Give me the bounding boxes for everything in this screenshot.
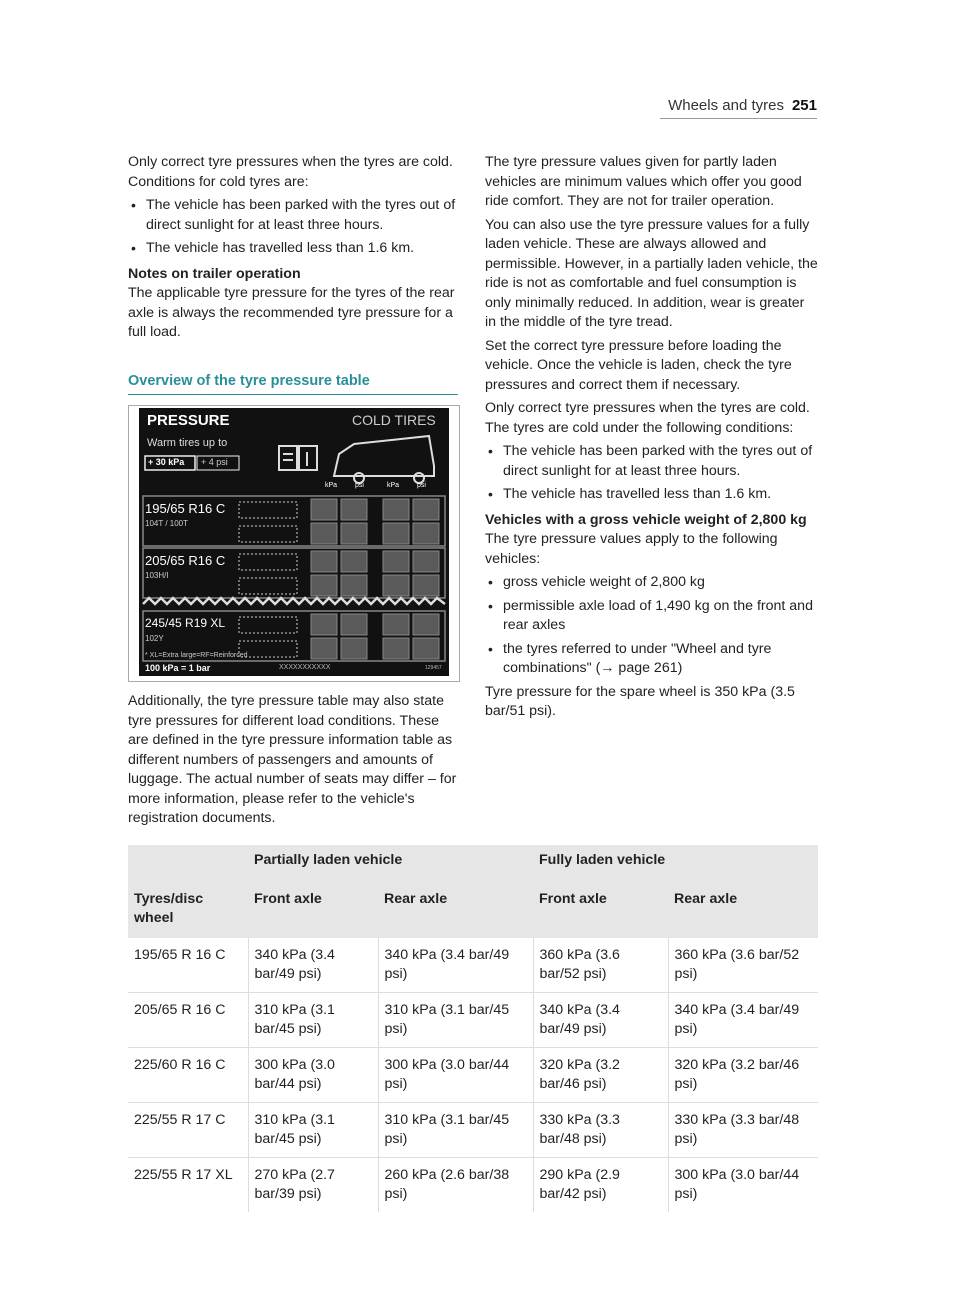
- pressure-cell: [383, 638, 409, 659]
- cell-full-front: 360 kPa (3.6 bar/52 psi): [533, 938, 668, 993]
- figure-followup: [128, 692, 458, 833]
- cell-partial-rear: 340 kPa (3.4 bar/49 psi): [378, 938, 533, 993]
- header-rule: [660, 118, 817, 119]
- pressure-cell: [311, 575, 337, 596]
- cell-full-rear: 300 kPa (3.0 bar/44 psi): [668, 1158, 818, 1213]
- cell-tyre: 205/65 R 16 C: [128, 993, 248, 1048]
- pressure-cell: [413, 523, 439, 544]
- list-item: • The vehicle has travelled less than 1.6 km.: [485, 485, 818, 505]
- cell-tyre: 225/55 R 17 XL: [134, 1167, 233, 1183]
- pressure-cell: [341, 499, 367, 520]
- cell-partial-rear: 310 kPa (3.1 bar/45 psi): [378, 993, 533, 1048]
- cell-full-front: 330 kPa (3.3 bar/48 psi): [533, 1103, 668, 1158]
- list-item: • The vehicle has been parked with the tyres out of direct sunlight for at least three hours.: [485, 442, 818, 481]
- label-footnote: * XL=Extra large=RF=Reinforced: [145, 652, 248, 659]
- label-code: XXXXXXXXXXX: [279, 664, 331, 671]
- header-title: Wheels and tyres: [668, 97, 784, 114]
- pressure-cell: [311, 523, 337, 544]
- cold-intro: Only correct tyre pressures when the tyres are cold. Conditions for cold tyres are:: [128, 154, 453, 190]
- list-item: • The vehicle has travelled less than 1.6 km.: [128, 239, 458, 259]
- gross-weight-intro: The tyre pressure values apply to the following vehicles:: [485, 531, 778, 567]
- section-rule: [128, 394, 458, 395]
- label-tyre-size: 195/65 R16 C: [145, 501, 226, 516]
- label-tyre-load: 103H/I: [145, 571, 169, 580]
- tyre-pressure-table: [128, 845, 818, 1212]
- column-header-rear: Rear axle: [668, 876, 818, 938]
- label-warm-text: Warm tires up to: [147, 437, 228, 449]
- label-unit-psi-2: psi: [417, 482, 426, 489]
- gross-weight-heading: Vehicles with a gross vehicle weight of 2,800 kg: [485, 511, 807, 528]
- label-warm-kpa: + 30 kPa: [148, 457, 185, 467]
- cell-partial-front: 270 kPa (2.7 bar/39 psi): [248, 1158, 378, 1213]
- label-unit-psi-1: psi: [355, 482, 364, 489]
- group-header-partial: Partially laden vehicle: [248, 845, 533, 876]
- list-item-text: the tyres referred to under "Wheel and tyre combinations" (: [503, 640, 772, 676]
- pressure-cell: [413, 499, 439, 520]
- cell-partial-front: 340 kPa (3.4 bar/49 psi): [248, 938, 378, 993]
- cell-full-front: 290 kPa (2.9 bar/42 psi): [533, 1158, 668, 1213]
- cell-partial-rear: 300 kPa (3.0 bar/44 psi): [378, 1048, 533, 1103]
- pressure-cell: [341, 638, 367, 659]
- cell-partial-rear: 310 kPa (3.1 bar/45 psi): [378, 1103, 533, 1158]
- cell-full-rear: 320 kPa (3.2 bar/46 psi): [668, 1048, 818, 1103]
- pressure-cell: [341, 523, 367, 544]
- pressure-cell: [413, 638, 439, 659]
- cell-full-front: 340 kPa (3.4 bar/49 psi): [533, 993, 668, 1048]
- cell-full-rear: 340 kPa (3.4 bar/49 psi): [668, 993, 818, 1048]
- cell-full-front: 320 kPa (3.2 bar/46 psi): [533, 1048, 668, 1103]
- trailer-heading: Notes on trailer operation: [128, 265, 301, 282]
- paragraph: You can also use the tyre pressure values for a fully laden vehicle. These are always allowed and permissible. However, in a partially laden vehicle, the ride is not as comfortable and fuel consumption is only minimally reduced. In addition, wear is greater in the middle of the tyre tread.: [485, 216, 818, 330]
- right-column: [485, 153, 818, 726]
- pressure-cell: [413, 575, 439, 596]
- page-header: [668, 97, 817, 114]
- table-row: [128, 938, 818, 993]
- table-row: [128, 1048, 818, 1103]
- pressure-cell: [311, 499, 337, 520]
- label-cold-tires: COLD TIRES: [352, 412, 436, 428]
- label-bar-text: 100 kPa = 1 bar: [145, 663, 211, 673]
- pressure-cell: [341, 614, 367, 635]
- cell-partial-front: 310 kPa (3.1 bar/45 psi): [248, 1103, 378, 1158]
- label-tyre-load: 102Y: [145, 634, 164, 643]
- list-item: • permissible axle load of 1,490 kg on the front and rear axles: [485, 597, 818, 636]
- pressure-cell: [311, 551, 337, 572]
- section-title: Overview of the tyre pressure table: [128, 373, 370, 389]
- left-column: [128, 153, 458, 347]
- label-unit-kpa-1: kPa: [325, 482, 338, 489]
- table-row: [128, 993, 818, 1048]
- label-warm-psi: + 4 psi: [201, 457, 228, 467]
- column-header-front: Front axle: [533, 876, 668, 938]
- table-row: [128, 1158, 818, 1213]
- pressure-cell: [383, 499, 409, 520]
- label-tyre-size: 245/45 R19 XL: [145, 616, 226, 630]
- pressure-cell: [311, 614, 337, 635]
- paragraph: The tyre pressure values given for partly laden vehicles are minimum values which offer you good ride comfort. They are not for trailer operation.: [485, 154, 802, 209]
- paragraph: Only correct tyre pressures when the tyres are cold. The tyres are cold under the following conditions:: [485, 400, 810, 436]
- cell-full-rear: 330 kPa (3.3 bar/48 psi): [668, 1103, 818, 1158]
- list-item: [485, 640, 818, 679]
- cell-tyre: 195/65 R 16 C: [128, 938, 248, 993]
- label-tyre-load: 104T / 100T: [145, 519, 188, 528]
- page-number: 251: [791, 97, 817, 114]
- cell-full-rear: 360 kPa (3.6 bar/52 psi): [668, 938, 818, 993]
- cell-partial-front: 310 kPa (3.1 bar/45 psi): [248, 993, 378, 1048]
- label-small-code: 129457: [425, 665, 442, 671]
- cell-tyre: 225/60 R 16 C: [128, 1048, 248, 1103]
- pressure-cell: [413, 614, 439, 635]
- pressure-cell: [383, 523, 409, 544]
- table-corner: [128, 845, 248, 876]
- pressure-cell: [383, 551, 409, 572]
- pressure-cell: [341, 575, 367, 596]
- column-header-front: Front axle: [248, 876, 378, 938]
- group-header-full: Fully laden vehicle: [533, 845, 818, 876]
- label-unit-kpa-2: kPa: [387, 482, 400, 489]
- column-header-tyre: Tyres/disc wheel: [128, 876, 248, 938]
- list-item: • gross vehicle weight of 2,800 kg: [485, 573, 818, 593]
- page-reference-link[interactable]: → page 261): [600, 660, 683, 676]
- pressure-cell: [341, 551, 367, 572]
- label-title: PRESSURE: [147, 412, 230, 429]
- pressure-cell: [383, 575, 409, 596]
- cell-partial-rear: 260 kPa (2.6 bar/38 psi): [378, 1158, 533, 1213]
- pressure-cell: [383, 614, 409, 635]
- label-tyre-size: 205/65 R16 C: [145, 553, 226, 568]
- list-item: • The vehicle has been parked with the tyres out of direct sunlight for at least three hours.: [128, 196, 458, 235]
- paragraph: Set the correct tyre pressure before loading the vehicle. Once the vehicle is laden, check the tyre pressures and correct them if necessary.: [485, 337, 792, 393]
- tyre-pressure-label-figure: [128, 405, 460, 682]
- spare-wheel-text: Tyre pressure for the spare wheel is 350 kPa (3.5 bar/51 psi).: [485, 683, 795, 719]
- after-figure-text: Additionally, the tyre pressure table may also state tyre pressures for different load conditions. These are defined in the tyre pressure information table as different numbers of passengers and amounts of luggage. The actual number of seats may differ – for more information, please refer to the vehicle's registration documents.: [128, 693, 457, 826]
- trailer-text: The applicable tyre pressure for the tyres of the rear axle is always the recommended tyre pressure for a full load.: [128, 285, 455, 340]
- pressure-cell: [413, 551, 439, 572]
- cell-partial-front: 300 kPa (3.0 bar/44 psi): [248, 1048, 378, 1103]
- cell-tyre: 225/55 R 17 C: [128, 1103, 248, 1158]
- pressure-cell: [311, 638, 337, 659]
- column-header-rear: Rear axle: [378, 876, 533, 938]
- table-row: [128, 1103, 818, 1158]
